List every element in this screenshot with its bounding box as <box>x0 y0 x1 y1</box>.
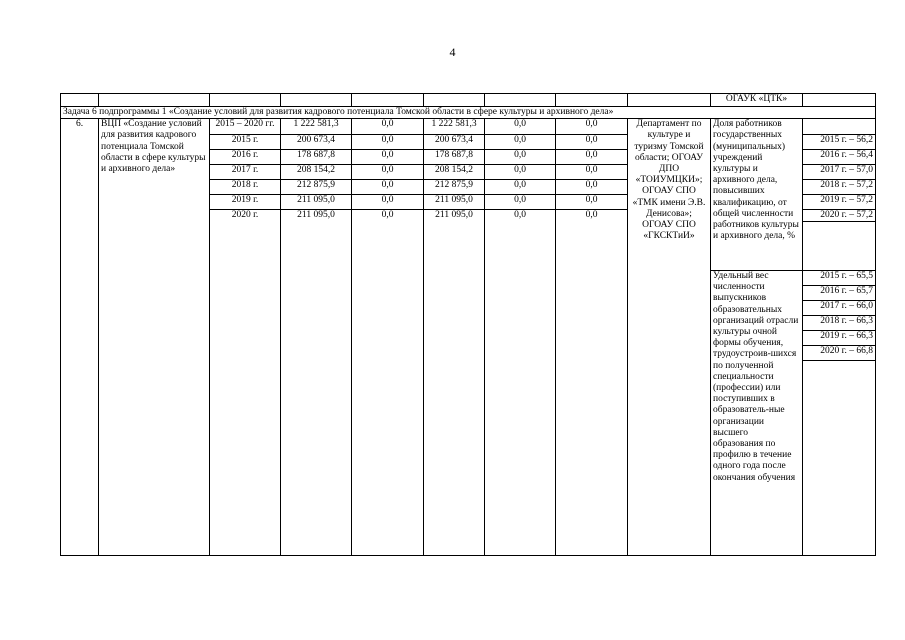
indicator-2-value: 2017 г. – 66,0 <box>803 301 875 316</box>
period-cell: 2019 г. <box>210 195 281 210</box>
value-cell: 0,0 <box>485 165 556 180</box>
total-cell: 212 875,9 <box>281 180 352 195</box>
indicator-2-value: 2019 г. – 66,3 <box>803 331 875 346</box>
value-cell: 1 222 581,3 <box>424 119 485 135</box>
indicator-1-value: 2019 г. – 57,2 <box>803 195 876 210</box>
value-cell: 0,0 <box>352 135 424 150</box>
value-cell: 0,0 <box>485 180 556 195</box>
indicator-1-value: 2018 г. – 57,2 <box>803 180 876 195</box>
value-cell: 0,0 <box>556 165 628 180</box>
top-row-responsible: ОГАУК «ЦТК» <box>711 94 803 107</box>
indicator-1-value: 2015 г. – 56,2 <box>803 135 876 150</box>
period-cell: 2015 – 2020 гг. <box>210 119 281 135</box>
program-number: 6. <box>61 119 99 556</box>
indicator-2-value: 2020 г. – 66,8 <box>803 346 875 361</box>
value-cell: 208 154,2 <box>424 165 485 180</box>
total-cell: 178 687,8 <box>281 150 352 165</box>
value-cell: 0,0 <box>352 180 424 195</box>
value-cell: 0,0 <box>485 119 556 135</box>
value-cell: 0,0 <box>556 150 628 165</box>
value-cell: 0,0 <box>485 195 556 210</box>
total-cell: 211 095,0 <box>281 195 352 210</box>
value-cell: 0,0 <box>352 165 424 180</box>
task-header-row <box>61 107 876 119</box>
indicator-2-name: Удельный вес численности выпускников образовательных организаций отрасли культуры очной формы обучения, трудоустроив-шихся по полученной специальности (профессии) или поступивших в образователь-ные организации высшего образования по профилю в течение одного года после окончания обучения <box>711 270 803 555</box>
indicator-2-values <box>803 270 875 361</box>
top-row <box>61 94 876 107</box>
page-number: 4 <box>449 45 456 59</box>
period-cell: 2018 г. <box>210 180 281 195</box>
value-cell: 0,0 <box>485 150 556 165</box>
period-cell: 2017 г. <box>210 165 281 180</box>
program-name: ВЦП «Создание условий для развития кадрового потенциала Томской области в сфере культуры и архивного дела» <box>99 119 210 556</box>
value-cell: 212 875,9 <box>424 180 485 195</box>
total-cell: 1 222 581,3 <box>281 119 352 135</box>
period-cell: 2020 г. <box>210 210 281 556</box>
value-cell: 0,0 <box>352 195 424 210</box>
value-cell: 211 095,0 <box>424 195 485 210</box>
total-cell: 208 154,2 <box>281 165 352 180</box>
period-cell: 2015 г. <box>210 135 281 150</box>
value-cell: 0,0 <box>352 210 424 556</box>
value-cell: 0,0 <box>485 135 556 150</box>
total-cell: 200 673,4 <box>281 135 352 150</box>
indicator-2-value: 2016 г. – 65,7 <box>803 286 875 301</box>
indicator-1-name: Доля работников государственных (муниципальных) учреждений культуры и архивного дела, повысивших квалификацию, от общей численности работников культуры и архивного дела, % <box>711 119 803 271</box>
indicator-1-value: 2017 г. – 57,0 <box>803 165 876 180</box>
value-cell: 0,0 <box>556 195 628 210</box>
value-cell: 0,0 <box>556 135 628 150</box>
indicator-2-value: 2015 г. – 65,5 <box>803 271 875 286</box>
value-cell: 0,0 <box>352 150 424 165</box>
value-cell: 0,0 <box>556 119 628 135</box>
total-cell: 211 095,0 <box>281 210 352 556</box>
value-cell: 0,0 <box>556 180 628 195</box>
value-cell: 211 095,0 <box>424 210 485 556</box>
table-row <box>61 119 876 135</box>
value-cell: 178 687,8 <box>424 150 485 165</box>
value-cell: 0,0 <box>556 210 628 556</box>
task-header: Задача 6 подпрограммы 1 «Создание условий для развития кадрового потенциала Томской области в сфере культуры и архивного дела» <box>61 107 876 119</box>
period-cell: 2016 г. <box>210 150 281 165</box>
value-cell: 200 673,4 <box>424 135 485 150</box>
value-cell: 0,0 <box>352 119 424 135</box>
responsible-cell: Департамент по культуре и туризму Томской области; ОГОАУ ДПО «ТОИУМЦКИ»; ОГОАУ СПО «ТМК имени Э.В. Денисова»; ОГОАУ СПО «ГКСКТиИ» <box>628 119 711 556</box>
indicator-1-value: 2020 г. – 57,2 <box>803 210 876 222</box>
indicator-2-value: 2018 г. – 66,3 <box>803 316 875 331</box>
program-table <box>60 93 876 556</box>
value-cell: 0,0 <box>485 210 556 556</box>
indicator-1-value: 2016 г. – 56,4 <box>803 150 876 165</box>
